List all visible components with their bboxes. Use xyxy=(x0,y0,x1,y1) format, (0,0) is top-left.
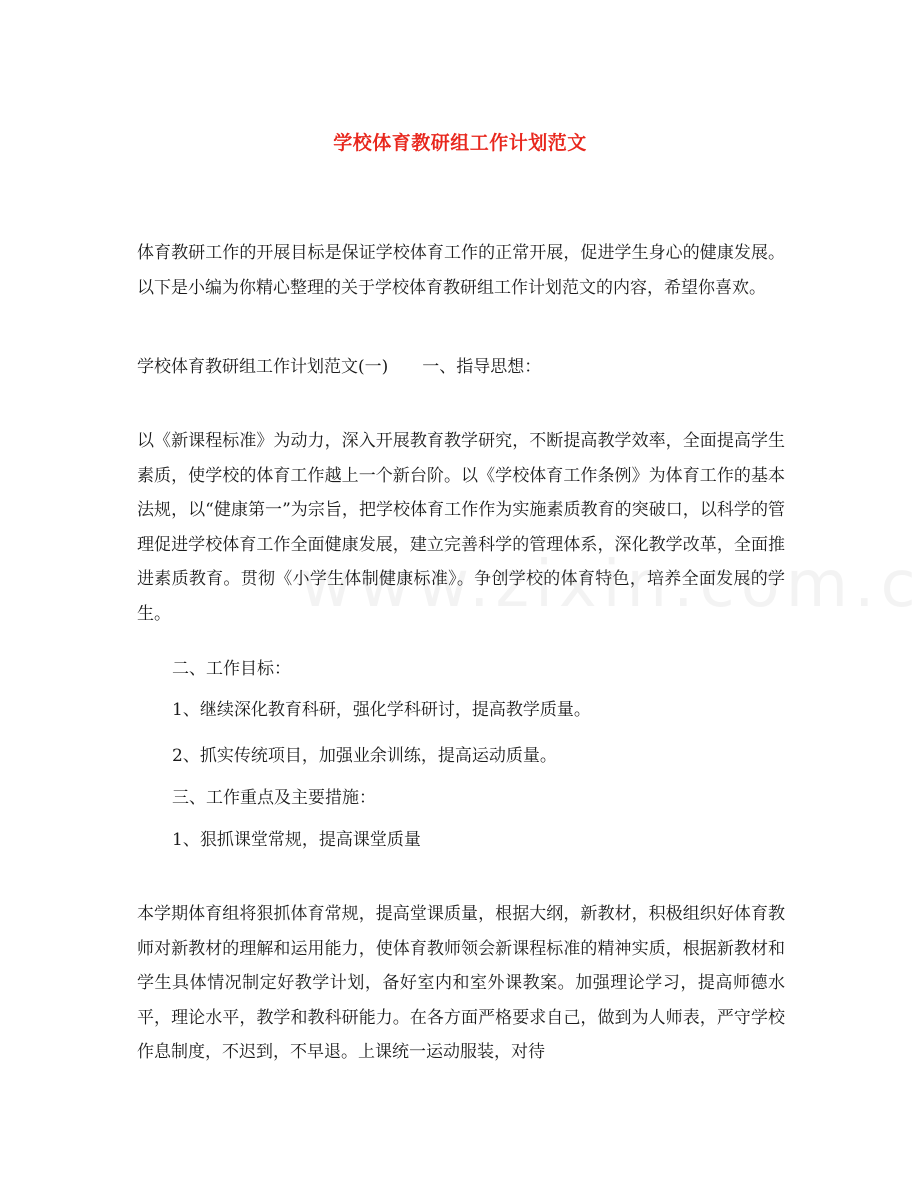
section-heading: 学校体育教研组工作计划范文(一) 一、指导思想： xyxy=(137,357,542,377)
goals-heading: 二、工作目标： xyxy=(172,659,291,679)
goal-item-1: 1、继续深化教育科研，强化学科研讨，提高教学质量。 xyxy=(172,700,591,720)
intro-paragraph: 体育教研工作的开展目标是保证学校体育工作的正常开展，促进学生身心的健康发展。以下是小编为你精心整理的关于学校体育教研组工作计划范文的内容，希望你喜欢。 xyxy=(137,243,785,298)
measure-item-1: 1、狠抓课堂常规，提高课堂质量 xyxy=(172,830,421,850)
measures-heading: 三、工作重点及主要措施： xyxy=(172,788,376,808)
document-title: 学校体育教研组工作计划范文 xyxy=(333,132,587,154)
goal-item-2: 2、抓实传统项目，加强业余训练，提高运动质量。 xyxy=(172,746,557,766)
measure-paragraph: 本学期体育组将狠抓体育常规，提高堂课质量，根据大纲，新教材，积极组织好体育教师对新教材的理解和运用能力，使体育教师领会新课程标准的精神实质，根据新教材和学生具体情况制定好教学计划，备好室内和室外课教案。加强理论学习，提高师德水平，理论水平，教学和教科研能力。在各方面严格要求自己，做到为人师表，严守学校作息制度，不迟到，不早退。上课统一运动服装，对待 xyxy=(137,904,785,1062)
guiding-paragraph: 以《新课程标准》为动力，深入开展教育教学研究，不断提高教学效率，全面提高学生素质，使学校的体育工作越上一个新台阶。以《学校体育工作条例》为体育工作的基本法规，以“健康第一”为宗旨，把学校体育工作作为实施素质教育的突破口，以科学的管理促进学校体育工作全面健康发展，建立完善科学的管理体系，深化教学改革，全面推进素质教育。贯彻《小学生体制健康标准》。争创学校的体育特色，培养全面发展的学生。 xyxy=(137,431,785,624)
